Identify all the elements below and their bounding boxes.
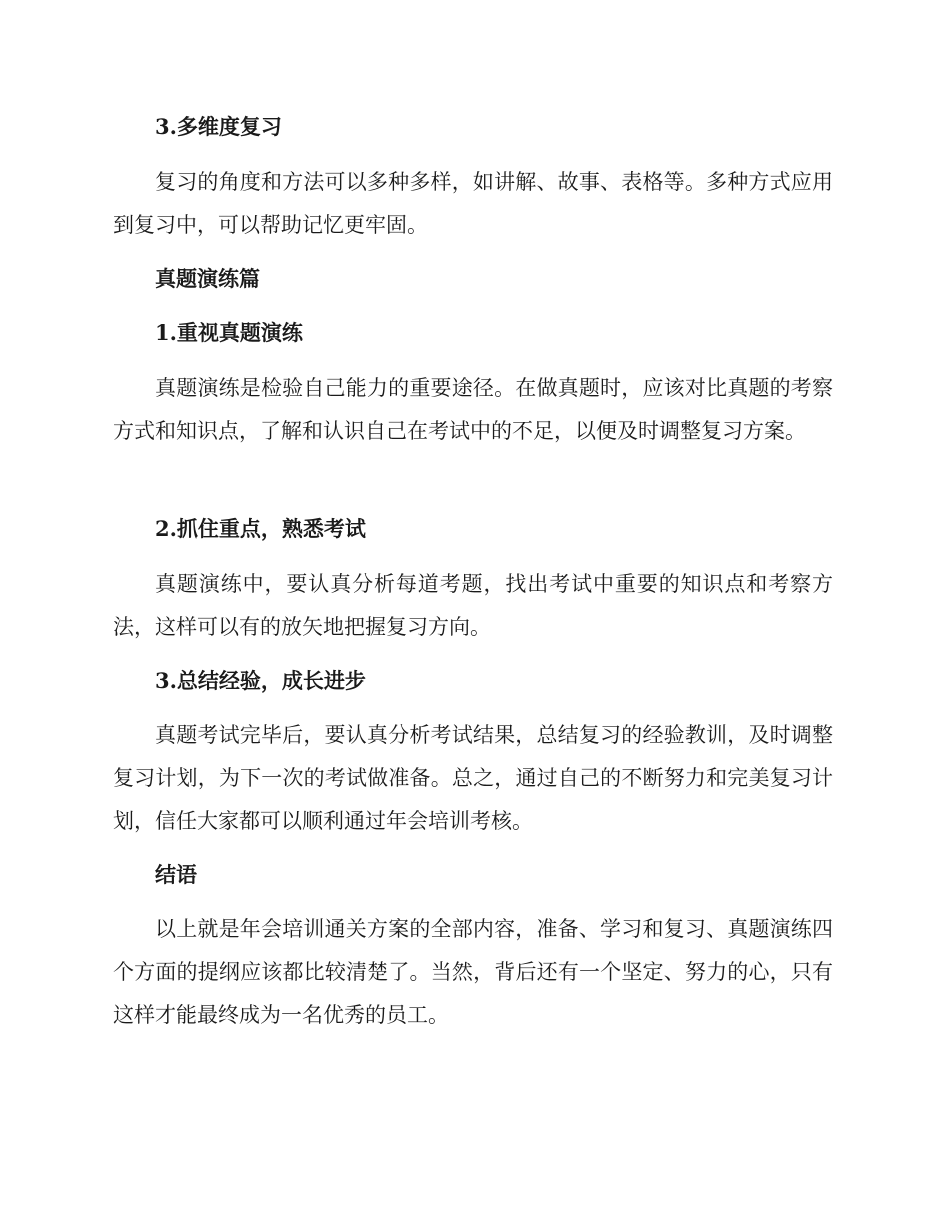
paragraph-summarize-experience: 真题考试完毕后，要认真分析考试结果，总结复习的经验教训，及时调整复习计划，为下一次的考试做准备。总之，通过自己的不断努力和完美复习计划，信任大家都可以顺利通过年会培训考核。 (113, 723, 833, 833)
section-heading-conclusion: 结语 (155, 862, 197, 887)
part-heading-real-exam-practice: 真题演练篇 (155, 266, 260, 291)
section-heading-value-practice: 1.重视真题演练 (155, 320, 303, 345)
section-heading-multi-dimensional-review: 3.多维度复习 (155, 114, 282, 139)
paragraph-conclusion: 以上就是年会培训通关方案的全部内容，准备、学习和复习、真题演练四个方面的提纲应该都比较清楚了。当然，背后还有一个坚定、努力的心，只有这样才能最终成为一名优秀的员工。 (113, 917, 833, 1027)
paragraph-multi-dimensional-review: 复习的角度和方法可以多种多样，如讲解、故事、表格等。多种方式应用到复习中，可以帮助记忆更牢固。 (113, 170, 833, 237)
section-heading-summarize-experience: 3.总结经验，成长进步 (155, 668, 366, 693)
paragraph-grasp-key-points: 真题演练中，要认真分析每道考题，找出考试中重要的知识点和考察方法，这样可以有的放矢地把握复习方向。 (113, 572, 833, 639)
paragraph-value-practice: 真题演练是检验自己能力的重要途径。在做真题时，应该对比真题的考察方式和知识点，了解和认识自己在考试中的不足，以便及时调整复习方案。 (113, 376, 833, 443)
section-heading-grasp-key-points: 2.抓住重点，熟悉考试 (155, 516, 366, 541)
